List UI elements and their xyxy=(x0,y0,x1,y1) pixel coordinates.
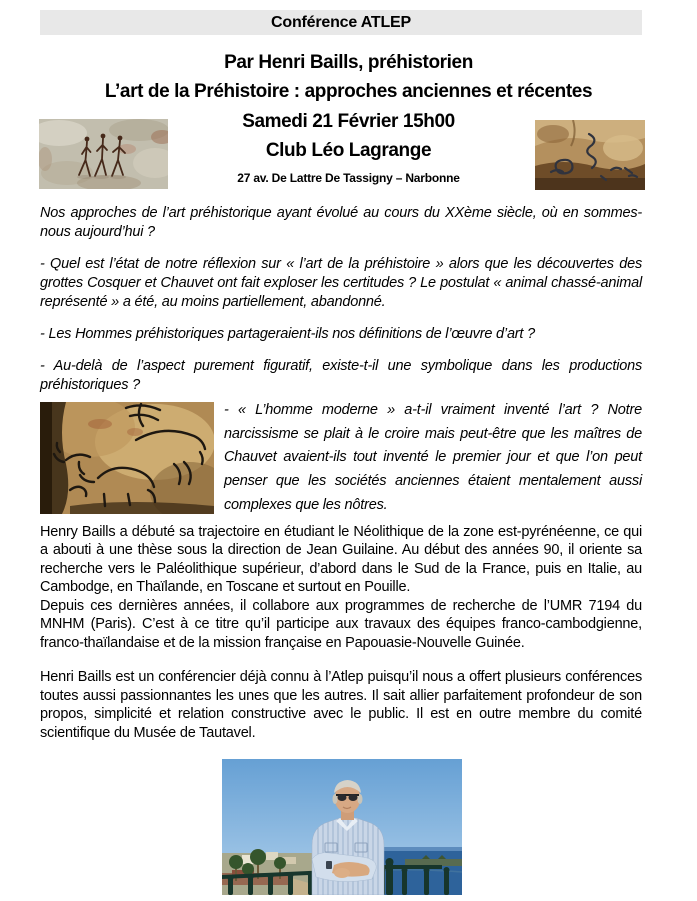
question-item-1: - Quel est l’état de notre réflexion sur « l’art de la préhistoire » alors que les découvertes des grottes Cosquer et Chauvet ont fait exploser les certitudes ? Le postulat « animal chassé-animal représenté » a été, au moins partiellement, abandonné. xyxy=(40,256,642,310)
date-line: Samedi 21 Février 15h00 xyxy=(242,111,455,132)
header-bar xyxy=(40,10,642,35)
address-line: 27 av. De Lattre De Tassigny – Narbonne xyxy=(237,171,460,185)
bio-paragraph-3: Henri Baills est un conférencier déjà connu à l’Atlep puisqu’il nous a offert plusieurs conférences toutes aussi passionnantes les unes que les autres. Il sait allier parfaitement profondeur de son propos, simplicité et relation constructive avec le public. Il est en outre membre du comité scientifique du Musée de Tautavel. xyxy=(40,669,642,741)
intro-question: Nos approches de l’art préhistorique ayant évolué au cours du XXème siècle, où en sommes-nous aujourd’hui ? xyxy=(40,205,642,240)
speaker-line: Par Henri Baills, préhistorien xyxy=(224,52,473,73)
quote-paragraph: - « L’homme moderne » a-t-il vraiment inventé l’art ? Notre narcissisme se plait à le croire mais peut-être que les maîtres de Chauvet avaient-ils tout inventé le premier jour et que l’on peut penser que les sociétés anciennes étaient mentalement aussi complexes que les nôtres. xyxy=(224,402,642,513)
bio-paragraph-2: Depuis ces dernières années, il collabore aux programmes de recherche de l’UMR 7194 du MNHM (Paris). C’est à ce titre qu’il participe aux travaux des équipes franco-cambodgienne, franco-thaïlandaise et de la mission française en Papouasie-Nouvelle Guinée. xyxy=(40,597,642,651)
question-item-3: - Au-delà de l’aspect purement figuratif, existe-t-il une symbolique dans les productions préhistoriques ? xyxy=(40,358,642,393)
portrait-photo-wrap xyxy=(222,759,462,895)
rock-painting-left-image xyxy=(39,119,168,189)
chauvet-section xyxy=(40,402,642,518)
cave-painting-right-image xyxy=(535,120,645,190)
chauvet-panel-image xyxy=(40,402,214,514)
body-text-column xyxy=(40,196,642,895)
bio-paragraph-1: Henry Baills a débuté sa trajectoire en étudiant le Néolithique de la zone est-pyrénéenne, ce qui a abouti à une thèse sous la direction de Jean Guilaine. Au début des années 90, il oriente sa recherche vers le Paléolithique supérieur, d’abord dans le Sud de la France, puis en Italie, au Cambodge, en Thaïlande, en Toscane et surtout en Pouille. xyxy=(40,523,642,596)
question-item-2: - Les Hommes préhistoriques partageraient-ils nos définitions de l’œuvre d’art ? xyxy=(40,326,535,342)
venue-line: Club Léo Lagrange xyxy=(265,140,432,161)
lecture-title: L’art de la Préhistoire : approches anciennes et récentes xyxy=(104,81,593,102)
header-title: Conférence ATLEP xyxy=(271,13,411,31)
portrait-photo xyxy=(222,759,462,895)
